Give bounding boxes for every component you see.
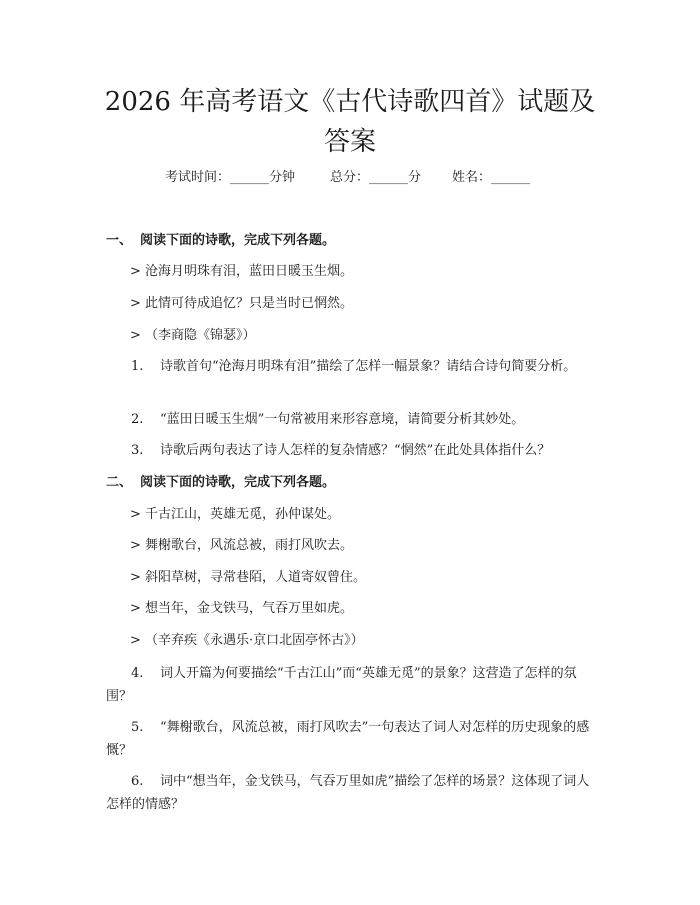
question-number: 1. bbox=[131, 359, 144, 374]
question bbox=[106, 770, 590, 816]
student-name: 姓名：______ bbox=[452, 170, 531, 185]
question bbox=[106, 439, 590, 462]
question bbox=[106, 716, 590, 762]
poem-line: > 沧海月明珠有泪，蓝田日暖玉生烟。 bbox=[130, 264, 354, 279]
section-heading-text: 阅读下面的诗歌，完成下列各题。 bbox=[140, 233, 336, 248]
poem-line: > 斜阳草树，寻常巷陌，人道寄奴曾住。 bbox=[130, 570, 367, 585]
question-number: 6. bbox=[131, 774, 144, 789]
page-title: 2026 年高考语文《古代诗歌四首》试题及答案 bbox=[104, 87, 596, 157]
poem-line: > 此情可待成追忆？只是当时已惘然。 bbox=[130, 296, 354, 311]
question-text: 词中“想当年，金戈铁马，气吞万里如虎”描绘了怎样的场景？这体现了词人怎样的情感？ bbox=[106, 774, 590, 812]
question-number: 5. bbox=[131, 720, 144, 735]
question-text: 词人开篇为何要描绘“千古江山”而“英雄无觅”的景象？这营造了怎样的氛围？ bbox=[106, 666, 577, 704]
section-number: 二、 bbox=[106, 475, 133, 490]
question-text: “蓝田日暖玉生烟”一句常被用来形容意境，请简要分析其妙处。 bbox=[160, 412, 525, 427]
poem-line: > 想当年，金戈铁马，气吞万里如虎。 bbox=[130, 601, 354, 616]
exam-score: 总分：______分 bbox=[330, 170, 422, 185]
question-number: 4. bbox=[131, 666, 144, 681]
section-heading bbox=[106, 473, 335, 493]
question-text: “舞榭歌台，风流总被，雨打风吹去”一句表达了词人对怎样的历史现象的感慨？ bbox=[106, 720, 590, 758]
poem-line: > 舞榭歌台，风流总被，雨打风吹去。 bbox=[130, 538, 354, 553]
question-number: 3. bbox=[131, 443, 144, 458]
exam-time: 考试时间：______分钟 bbox=[165, 170, 296, 185]
question bbox=[106, 662, 590, 708]
question bbox=[106, 408, 590, 431]
poem-line: > （李商隐《锦瑟》） bbox=[130, 328, 256, 343]
section-heading bbox=[106, 231, 335, 251]
question bbox=[106, 355, 590, 378]
poem-line: > （辛弃疾《永遇乐·京口北固亭怀古》） bbox=[130, 633, 364, 648]
question-number: 2. bbox=[131, 412, 144, 427]
question-text: 诗歌后两句表达了诗人怎样的复杂情感？“惘然”在此处具体指什么？ bbox=[160, 443, 551, 458]
poem-line: > 千古江山，英雄无觅，孙仲谋处。 bbox=[130, 507, 341, 522]
section-heading-text: 阅读下面的诗歌，完成下列各题。 bbox=[140, 475, 336, 490]
question-text: 诗歌首句“沧海月明珠有泪”描绘了怎样一幅景象？请结合诗句简要分析。 bbox=[160, 359, 577, 374]
section-number: 一、 bbox=[106, 233, 133, 248]
